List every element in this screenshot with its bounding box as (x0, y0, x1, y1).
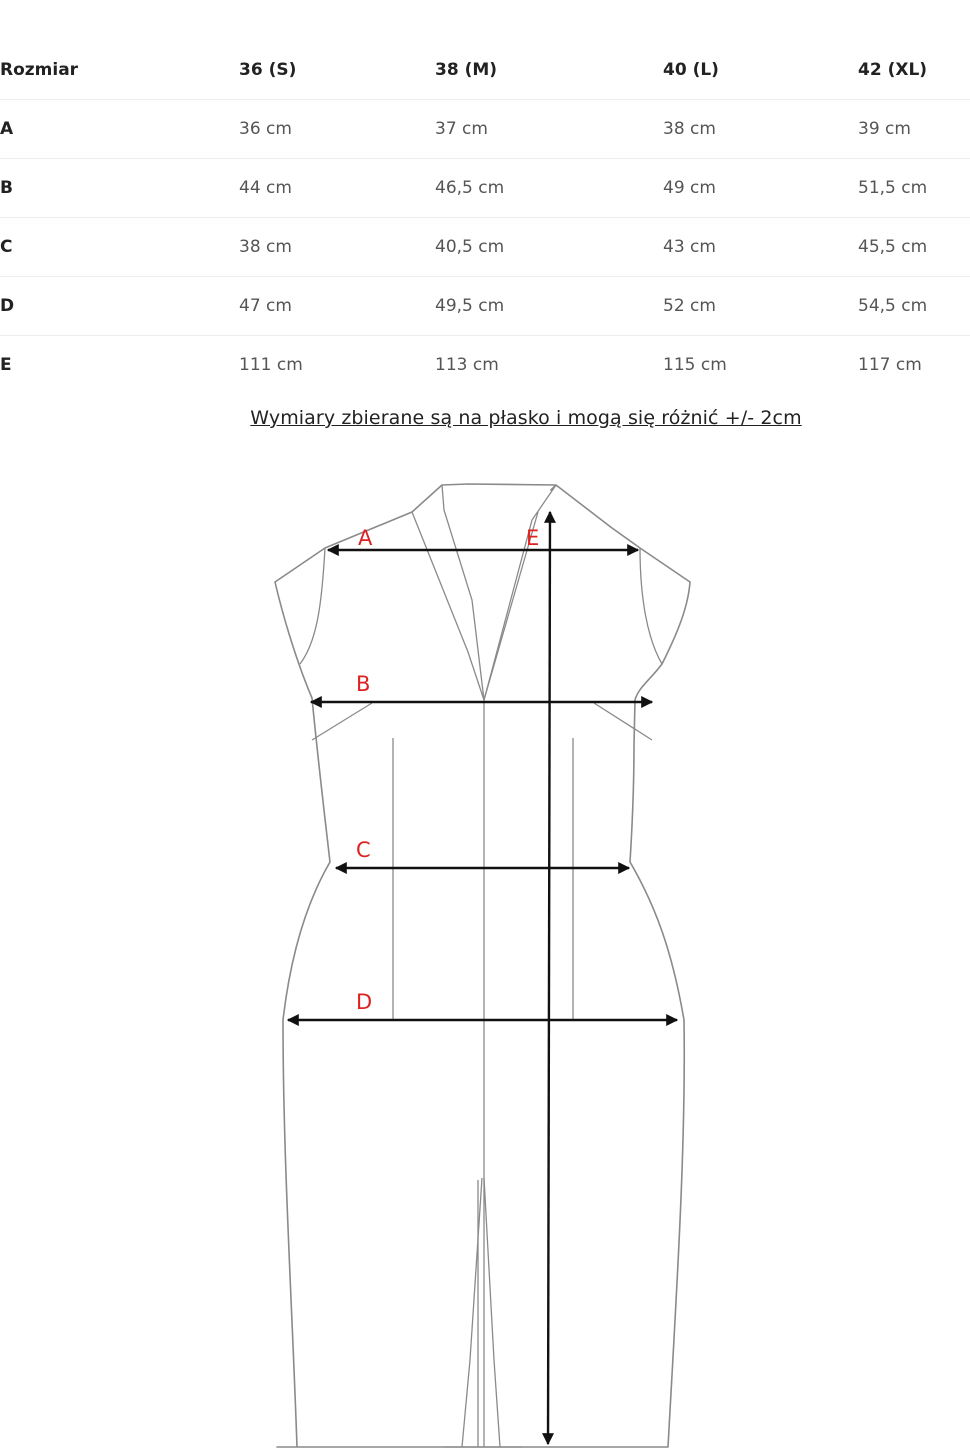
label-e: E (526, 526, 540, 550)
table-cell: 51,5 cm (858, 159, 970, 218)
label-b: B (356, 672, 371, 696)
row-key: B (0, 159, 239, 218)
label-c: C (356, 838, 371, 862)
table-cell: 44 cm (239, 159, 435, 218)
header-36: 36 (S) (239, 60, 297, 80)
table-cell: 36 cm (239, 100, 435, 159)
header-size: Rozmiar (0, 60, 79, 80)
header-42: 42 (XL) (858, 60, 928, 80)
table-cell: 38 cm (663, 100, 858, 159)
table-cell: 117 cm (858, 336, 970, 395)
table-cell: 46,5 cm (435, 159, 663, 218)
table-cell: 115 cm (663, 336, 858, 395)
table-cell: 40,5 cm (435, 218, 663, 277)
row-key: E (0, 336, 239, 395)
dress-outline (275, 484, 690, 1447)
table-cell: 52 cm (663, 277, 858, 336)
table-cell: 47 cm (239, 277, 435, 336)
header-40: 40 (L) (663, 60, 719, 80)
table-cell: 45,5 cm (858, 218, 970, 277)
table-cell: 37 cm (435, 100, 663, 159)
row-key: C (0, 218, 239, 277)
table-cell: 39 cm (858, 100, 970, 159)
arrow-e (548, 512, 550, 1444)
label-d: D (356, 990, 373, 1014)
table-cell: 54,5 cm (858, 277, 970, 336)
label-a: A (358, 526, 373, 550)
row-key: A (0, 100, 239, 159)
table-cell: 49 cm (663, 159, 858, 218)
measurement-arrows (288, 512, 677, 1444)
table-cell: 113 cm (435, 336, 663, 395)
table-cell: 111 cm (239, 336, 435, 395)
header-38: 38 (M) (435, 60, 498, 80)
table-cell: 49,5 cm (435, 277, 663, 336)
table-cell: 43 cm (663, 218, 858, 277)
table-cell: 38 cm (239, 218, 435, 277)
measurement-note: Wymiary zbierane są na płasko i mogą się różnić +/- 2cm (250, 407, 802, 429)
row-key: D (0, 277, 239, 336)
